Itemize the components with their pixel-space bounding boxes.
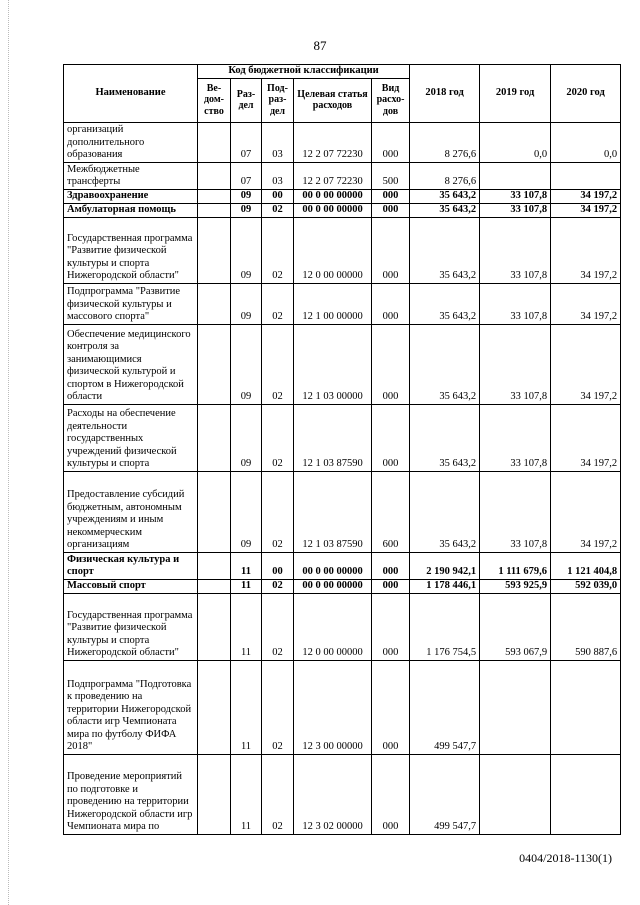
table-cell-vedomstvo	[198, 324, 231, 404]
table-cell-2020: 592 039,0	[551, 579, 621, 593]
table-cell-razdel: 09	[231, 324, 262, 404]
table-cell-2020: 34 197,2	[551, 471, 621, 552]
table-cell-target-article: 12 1 03 00000	[294, 324, 372, 404]
table-cell-target-article: 00 0 00 00000	[294, 189, 372, 203]
table-cell-expense-type: 000	[372, 754, 410, 834]
table-cell-2020: 34 197,2	[551, 283, 621, 324]
table-cell-2018: 2 190 942,1	[410, 552, 480, 579]
table-cell-name: Подпрограмма "Развитие физической культуры и массового спорта"	[64, 283, 198, 324]
table-cell-2020: 0,0	[551, 122, 621, 162]
table-cell-target-article: 12 1 00 00000	[294, 283, 372, 324]
table-cell-2020: 34 197,2	[551, 189, 621, 203]
table-cell-vedomstvo	[198, 203, 231, 217]
table-cell-expense-type: 500	[372, 162, 410, 189]
table-row	[64, 593, 621, 660]
table-cell-name: Расходы на обеспечение деятельности государственных учреждений физической культуры и спорта	[64, 404, 198, 471]
table-cell-podrazdel: 02	[262, 324, 294, 404]
table-cell-razdel: 09	[231, 217, 262, 283]
table-cell-razdel: 07	[231, 122, 262, 162]
header-2020: 2020 год	[551, 65, 621, 123]
table-row	[64, 552, 621, 579]
page-number: 87	[313, 38, 327, 53]
table-cell-2020: 34 197,2	[551, 324, 621, 404]
table-cell-vedomstvo	[198, 217, 231, 283]
table-cell-podrazdel: 00	[262, 552, 294, 579]
table-row	[64, 324, 621, 404]
table-cell-razdel: 11	[231, 593, 262, 660]
table-cell-razdel: 09	[231, 404, 262, 471]
table-cell-podrazdel: 02	[262, 660, 294, 754]
table-row	[64, 404, 621, 471]
table-cell-expense-type: 000	[372, 189, 410, 203]
table-cell-2020: 34 197,2	[551, 203, 621, 217]
table-row	[64, 189, 621, 203]
table-cell-2018: 8 276,6	[410, 122, 480, 162]
table-cell-name: Обеспечение медицинского контроля за занимающимися физической культурой и спортом в Нижегородской области	[64, 324, 198, 404]
table-cell-2018: 35 643,2	[410, 471, 480, 552]
table-cell-2020: 590 887,6	[551, 593, 621, 660]
table-cell-target-article: 12 3 02 00000	[294, 754, 372, 834]
table-cell-podrazdel: 02	[262, 579, 294, 593]
table-cell-target-article: 00 0 00 00000	[294, 203, 372, 217]
table-row	[64, 203, 621, 217]
table-cell-vedomstvo	[198, 552, 231, 579]
table-cell-2018: 35 643,2	[410, 189, 480, 203]
table-cell-2019: 593 925,9	[480, 579, 551, 593]
table-row	[64, 217, 621, 283]
table-cell-2019: 33 107,8	[480, 283, 551, 324]
header-vid: Вид расхо-дов	[372, 78, 410, 122]
table-cell-target-article: 12 0 00 00000	[294, 593, 372, 660]
table-row	[64, 660, 621, 754]
header-name: Наименование	[64, 65, 198, 123]
left-margin-line	[8, 0, 9, 905]
table-cell-podrazdel: 02	[262, 203, 294, 217]
table-cell-expense-type: 000	[372, 593, 410, 660]
table-cell-2018: 35 643,2	[410, 404, 480, 471]
table-cell-name: Амбулаторная помощь	[64, 203, 198, 217]
table-cell-2020: 34 197,2	[551, 217, 621, 283]
table-cell-expense-type: 000	[372, 324, 410, 404]
table-cell-vedomstvo	[198, 593, 231, 660]
table-cell-name: Межбюджетные трансферты	[64, 162, 198, 189]
table-cell-name: Государственная программа "Развитие физической культуры и спорта Нижегородской области"	[64, 217, 198, 283]
table-cell-vedomstvo	[198, 404, 231, 471]
table-cell-name: Государственная программа "Развитие физической культуры и спорта Нижегородской области"	[64, 593, 198, 660]
table-row	[64, 754, 621, 834]
table-cell-2018: 35 643,2	[410, 203, 480, 217]
table-cell-podrazdel: 03	[262, 162, 294, 189]
table-cell-razdel: 09	[231, 471, 262, 552]
table-cell-vedomstvo	[198, 162, 231, 189]
table-cell-name: Проведение мероприятий по подготовке и проведению на территории Нижегородской области игр Чемпионата мира по	[64, 754, 198, 834]
header-2018: 2018 год	[410, 65, 480, 123]
table-cell-name: Физическая культура и спорт	[64, 552, 198, 579]
table-cell-expense-type: 000	[372, 122, 410, 162]
table-row	[64, 162, 621, 189]
table-row	[64, 122, 621, 162]
header-code-group: Код бюджетной классификации	[198, 65, 410, 79]
table-body	[64, 122, 621, 834]
table-cell-2018: 35 643,2	[410, 324, 480, 404]
table-cell-target-article: 12 2 07 72230	[294, 122, 372, 162]
table-cell-vedomstvo	[198, 122, 231, 162]
table-cell-razdel: 11	[231, 754, 262, 834]
header-tselevaya: Целевая статья расходов	[294, 78, 372, 122]
table-cell-target-article: 12 1 03 87590	[294, 471, 372, 552]
table-cell-2019	[480, 754, 551, 834]
table-cell-razdel: 11	[231, 552, 262, 579]
table-cell-target-article: 12 1 03 87590	[294, 404, 372, 471]
table-cell-2019: 0,0	[480, 122, 551, 162]
table-cell-target-article: 12 2 07 72230	[294, 162, 372, 189]
document-id: 0404/2018-1130(1)	[519, 851, 612, 865]
table-cell-expense-type: 000	[372, 552, 410, 579]
table-cell-expense-type: 000	[372, 660, 410, 754]
table-cell-2018: 8 276,6	[410, 162, 480, 189]
table-cell-vedomstvo	[198, 660, 231, 754]
table-row	[64, 471, 621, 552]
table-cell-name: Предоставление субсидий бюджетным, автономным учреждениям и иным некоммерческим организациям	[64, 471, 198, 552]
table-cell-podrazdel: 03	[262, 122, 294, 162]
table-cell-podrazdel: 02	[262, 593, 294, 660]
table-cell-2019	[480, 660, 551, 754]
table-cell-vedomstvo	[198, 189, 231, 203]
table-cell-podrazdel: 00	[262, 189, 294, 203]
table-cell-target-article: 12 3 00 00000	[294, 660, 372, 754]
table-cell-razdel: 09	[231, 189, 262, 203]
table-cell-razdel: 09	[231, 283, 262, 324]
table-cell-name: Здравоохранение	[64, 189, 198, 203]
table-cell-podrazdel: 02	[262, 471, 294, 552]
table-cell-2019: 33 107,8	[480, 217, 551, 283]
table-cell-razdel: 07	[231, 162, 262, 189]
table-cell-2020	[551, 660, 621, 754]
table-cell-2019: 33 107,8	[480, 404, 551, 471]
header-2019: 2019 год	[480, 65, 551, 123]
table-cell-expense-type: 000	[372, 203, 410, 217]
table-cell-expense-type: 600	[372, 471, 410, 552]
table-cell-vedomstvo	[198, 471, 231, 552]
table-cell-2019	[480, 162, 551, 189]
table-cell-name: Подпрограмма "Подготовка к проведению на территории Нижегородской области игр Чемпионата мира по футболу ФИФА 2018"	[64, 660, 198, 754]
table-row	[64, 283, 621, 324]
table-cell-podrazdel: 02	[262, 754, 294, 834]
table-cell-2019: 33 107,8	[480, 324, 551, 404]
table-cell-2020: 34 197,2	[551, 404, 621, 471]
table-cell-2020: 1 121 404,8	[551, 552, 621, 579]
table-cell-2020	[551, 754, 621, 834]
table-cell-2019: 593 067,9	[480, 593, 551, 660]
table-cell-vedomstvo	[198, 754, 231, 834]
table-cell-expense-type: 000	[372, 579, 410, 593]
table-cell-2019: 1 111 679,6	[480, 552, 551, 579]
table-cell-razdel: 09	[231, 203, 262, 217]
header-podrazdel: Под-раз-дел	[262, 78, 294, 122]
table-cell-2018: 1 178 446,1	[410, 579, 480, 593]
table-cell-target-article: 12 0 00 00000	[294, 217, 372, 283]
table-cell-podrazdel: 02	[262, 217, 294, 283]
table-cell-2018: 499 547,7	[410, 660, 480, 754]
table-cell-2019: 33 107,8	[480, 203, 551, 217]
table-cell-2018: 35 643,2	[410, 283, 480, 324]
table-cell-vedomstvo	[198, 579, 231, 593]
table-cell-expense-type: 000	[372, 217, 410, 283]
table-cell-podrazdel: 02	[262, 404, 294, 471]
table-cell-razdel: 11	[231, 579, 262, 593]
table-cell-2019: 33 107,8	[480, 471, 551, 552]
header-razdel: Раз-дел	[231, 78, 262, 122]
table-cell-2019: 33 107,8	[480, 189, 551, 203]
table-row	[64, 579, 621, 593]
table-cell-expense-type: 000	[372, 404, 410, 471]
table-cell-2018: 35 643,2	[410, 217, 480, 283]
header-vedomstvo: Ве-дом-ство	[198, 78, 231, 122]
table-cell-2018: 499 547,7	[410, 754, 480, 834]
budget-table	[63, 64, 621, 835]
table-cell-vedomstvo	[198, 283, 231, 324]
table-cell-name: Массовый спорт	[64, 579, 198, 593]
table-cell-target-article: 00 0 00 00000	[294, 579, 372, 593]
table-cell-razdel: 11	[231, 660, 262, 754]
table-cell-expense-type: 000	[372, 283, 410, 324]
table-cell-target-article: 00 0 00 00000	[294, 552, 372, 579]
table-cell-name: организаций дополнительного образования	[64, 122, 198, 162]
table-cell-podrazdel: 02	[262, 283, 294, 324]
table-cell-2020	[551, 162, 621, 189]
table-cell-2018: 1 176 754,5	[410, 593, 480, 660]
